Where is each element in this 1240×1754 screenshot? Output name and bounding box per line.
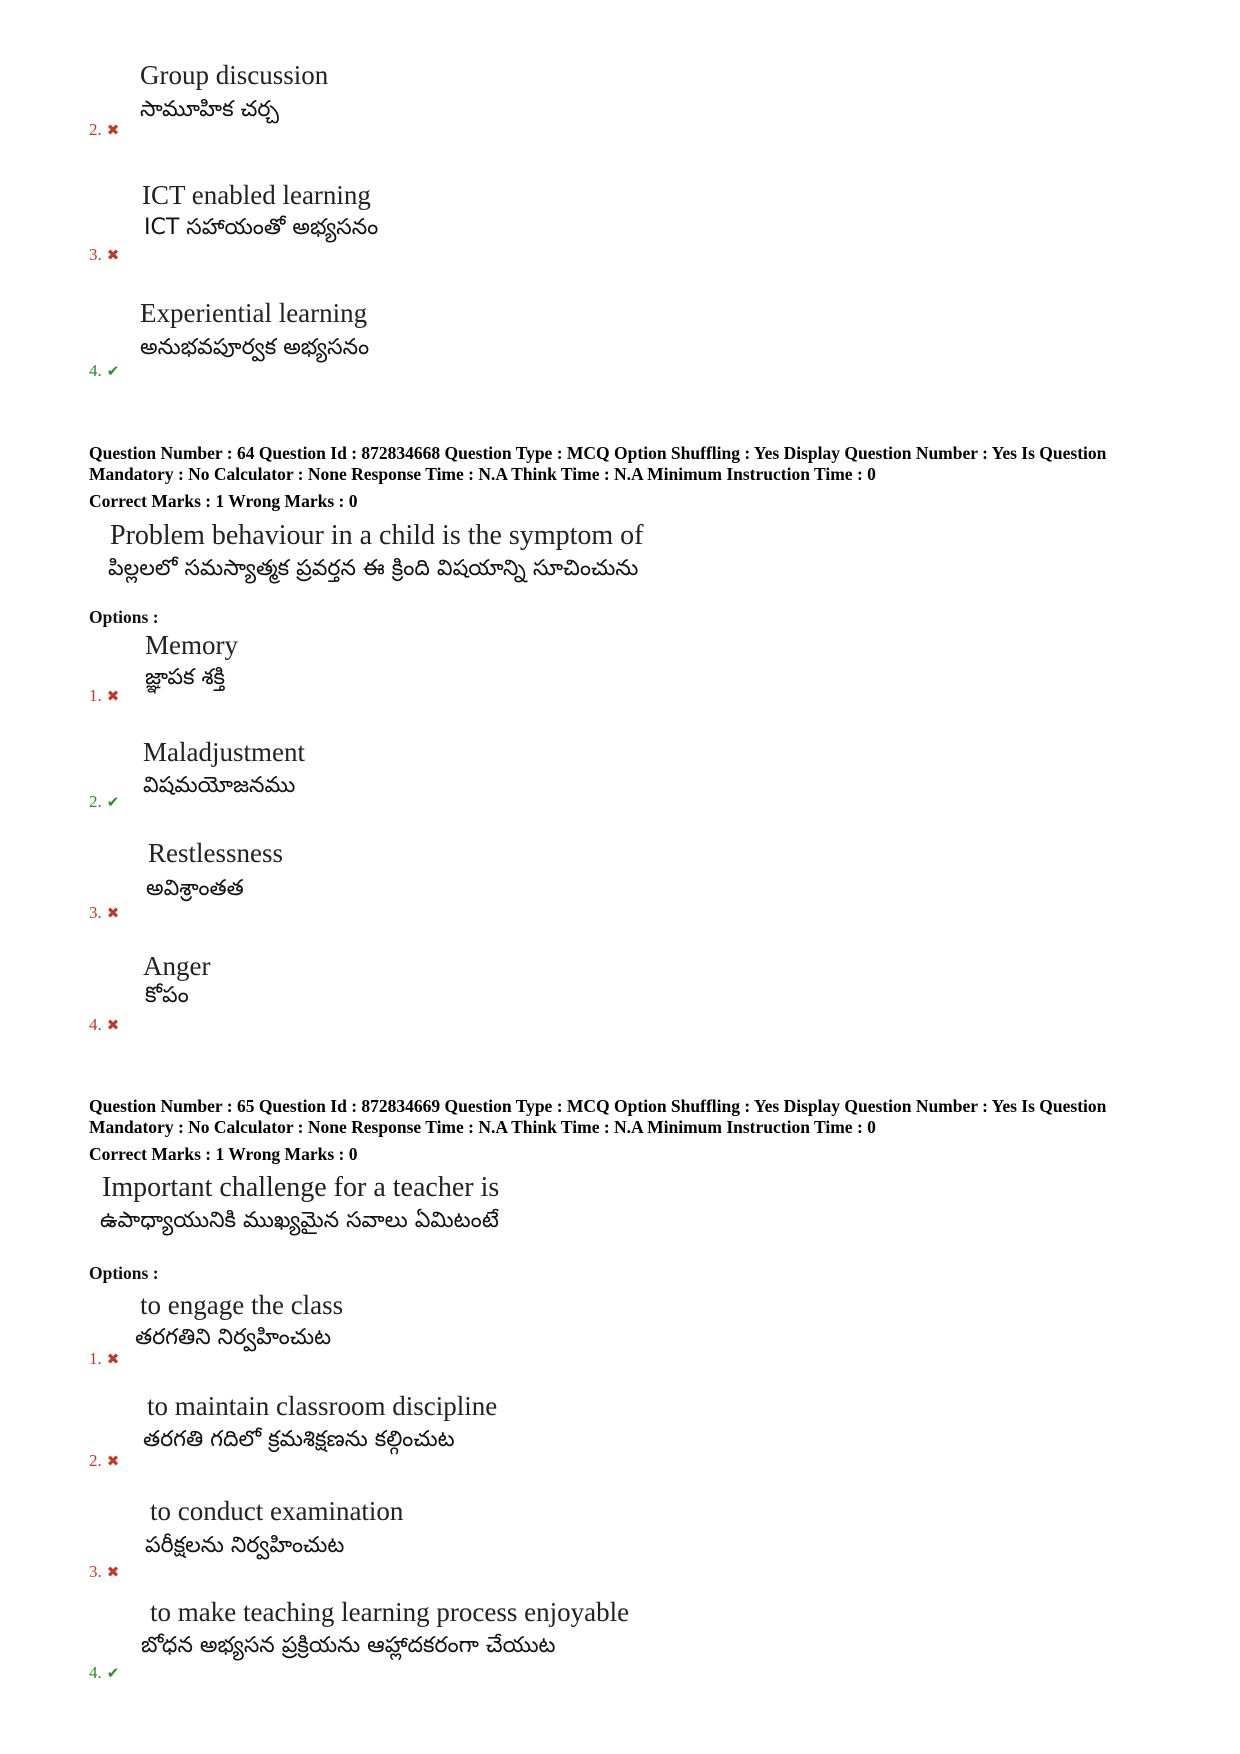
cross-icon: ✖ bbox=[106, 687, 120, 705]
option-number: 1. bbox=[89, 686, 102, 705]
cross-icon: ✖ bbox=[106, 904, 120, 922]
cross-icon: ✖ bbox=[106, 121, 120, 139]
options-label: Options : bbox=[89, 607, 159, 627]
cross-icon: ✖ bbox=[106, 1452, 120, 1470]
option-number: 2. bbox=[89, 792, 102, 811]
option-text-te: అనుభవపూర్వక అభ్యసనం bbox=[140, 335, 370, 360]
option-marker bbox=[89, 120, 119, 140]
cross-icon: ✖ bbox=[106, 1350, 120, 1368]
option-text-te: అవిశ్రాంతత bbox=[146, 876, 244, 901]
option-text-en: Maladjustment bbox=[143, 737, 305, 767]
option-marker bbox=[89, 903, 119, 923]
option-marker bbox=[89, 1663, 119, 1683]
option-number: 2. bbox=[89, 1451, 102, 1470]
option-number: 4. bbox=[89, 361, 102, 380]
check-icon: ✔ bbox=[106, 793, 120, 811]
option-text-te: పరీక్షలను నిర్వహించుట bbox=[145, 1533, 345, 1558]
question-marks: Correct Marks : 1 Wrong Marks : 0 bbox=[89, 491, 358, 511]
option-text-te: ICT సహాయంతో అభ్యసనం bbox=[144, 215, 379, 240]
option-text-en: to maintain classroom discipline bbox=[147, 1391, 498, 1421]
option-text-en: to conduct examination bbox=[150, 1496, 404, 1526]
check-icon: ✔ bbox=[106, 1664, 120, 1682]
cross-icon: ✖ bbox=[106, 1016, 120, 1034]
option-marker bbox=[89, 686, 119, 706]
option-text-en: Anger bbox=[143, 951, 211, 981]
option-text-te: బోధన అభ్యసన ప్రక్రియను ఆహ్లాదకరంగా చేయుట bbox=[141, 1633, 556, 1658]
option-number: 1. bbox=[89, 1349, 102, 1368]
option-marker bbox=[89, 1562, 119, 1582]
option-marker bbox=[89, 361, 119, 381]
option-number: 4. bbox=[89, 1015, 102, 1034]
option-number: 4. bbox=[89, 1663, 102, 1682]
option-marker bbox=[89, 1015, 119, 1035]
option-number: 3. bbox=[89, 903, 102, 922]
option-number: 3. bbox=[89, 1562, 102, 1581]
option-text-te: తరగతి గదిలో క్రమశిక్షణను కల్గించుట bbox=[143, 1427, 455, 1452]
option-number: 3. bbox=[89, 245, 102, 264]
option-text-en: Memory bbox=[145, 630, 238, 660]
option-text-en: to make teaching learning process enjoyable bbox=[150, 1597, 630, 1627]
option-marker bbox=[89, 792, 119, 812]
options-label: Options : bbox=[89, 1263, 159, 1283]
option-text-te: కోపం bbox=[145, 983, 189, 1008]
option-text-en: Group discussion bbox=[140, 60, 329, 90]
cross-icon: ✖ bbox=[106, 1563, 120, 1581]
question-text-en: Problem behaviour in a child is the symptom of bbox=[110, 520, 644, 551]
option-marker bbox=[89, 1349, 119, 1369]
option-text-te: సామూహిక చర్చ bbox=[140, 97, 279, 122]
question-text-en: Important challenge for a teacher is bbox=[102, 1172, 500, 1203]
option-number: 2. bbox=[89, 120, 102, 139]
option-text-te: తరగతిని నిర్వహించుట bbox=[135, 1325, 332, 1350]
question-meta: Question Number : 65 Question Id : 872834669 Question Type : MCQ Option Shuffling : Yes Display Question Number : Yes Is Question Mandatory : No Calculator : None Response Time : N.A Think Time : N.A Minimum Instruction Time : 0 bbox=[89, 1096, 1107, 1137]
question-meta: Question Number : 64 Question Id : 872834668 Question Type : MCQ Option Shuffling : Yes Display Question Number : Yes Is Question Mandatory : No Calculator : None Response Time : N.A Think Time : N.A Minimum Instruction Time : 0 bbox=[89, 443, 1107, 484]
cross-icon: ✖ bbox=[106, 246, 120, 264]
option-marker bbox=[89, 245, 119, 265]
option-marker bbox=[89, 1451, 119, 1471]
option-text-en: ICT enabled learning bbox=[142, 180, 371, 210]
option-text-te: విషమయోజనము bbox=[143, 773, 296, 798]
option-text-en: Restlessness bbox=[148, 838, 283, 868]
question-text-te: పిల్లలలో సమస్యాత్మక ప్రవర్తన ఈ క్రింది విషయాన్ని సూచించును bbox=[108, 556, 639, 581]
option-text-en: to engage the class bbox=[140, 1290, 344, 1320]
question-marks: Correct Marks : 1 Wrong Marks : 0 bbox=[89, 1144, 358, 1164]
question-text-te: ఉపాధ్యాయునికి ముఖ్యమైన సవాలు ఏమిటంటే bbox=[100, 1208, 499, 1233]
option-text-en: Experiential learning bbox=[140, 298, 368, 328]
option-text-te: జ్ఞాపక శక్తి bbox=[145, 665, 226, 690]
check-icon: ✔ bbox=[106, 362, 120, 380]
